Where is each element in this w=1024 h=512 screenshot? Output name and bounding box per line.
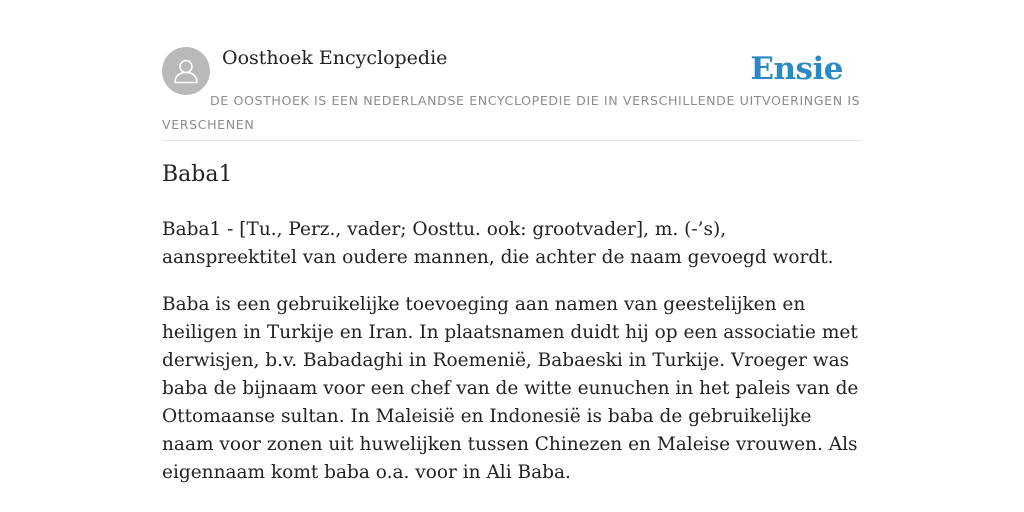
article-title: Baba1: [162, 162, 233, 187]
article-paragraph: Baba1 - [Tu., Perz., vader; Oosttu. ook: grootvader], m. (-’s), aanspreektitel van oudere mannen, die achter de naam gevoegd wordt.: [162, 219, 834, 268]
site-header: [162, 0, 862, 141]
site-name[interactable]: Oosthoek Encyclopedie: [222, 47, 448, 69]
article-paragraph: Baba is een gebruikelijke toevoeging aan namen van geestelijken en heiligen in Turkije en Iran. In plaatsnamen duidt hij op een associatie met derwisjen, b.v. Babadaghi in Roemenië, Babaeski in Turkije. Vroeger was baba de bijnaam voor een chef van de witte eunuchen in het paleis van de Ottomaanse sultan. In Maleisië en Indonesië is baba de gebruikelijke naam voor zonen uit huwelijken tussen Chinezen en Maleise vrouwen. Als eigennaam komt baba o.a. voor in Ali Baba.: [162, 294, 859, 483]
user-silhouette-icon: [162, 47, 210, 95]
site-tagline: DE OOSTHOEK IS EEN NEDERLANDSE ENCYCLOPEDIE DIE IN VERSCHILLENDE UITVOERINGEN IS VERSCHENEN: [162, 93, 861, 132]
brand-logo[interactable]: Ensie: [750, 51, 843, 87]
page-container: [162, 0, 862, 483]
avatar[interactable]: [162, 47, 210, 95]
